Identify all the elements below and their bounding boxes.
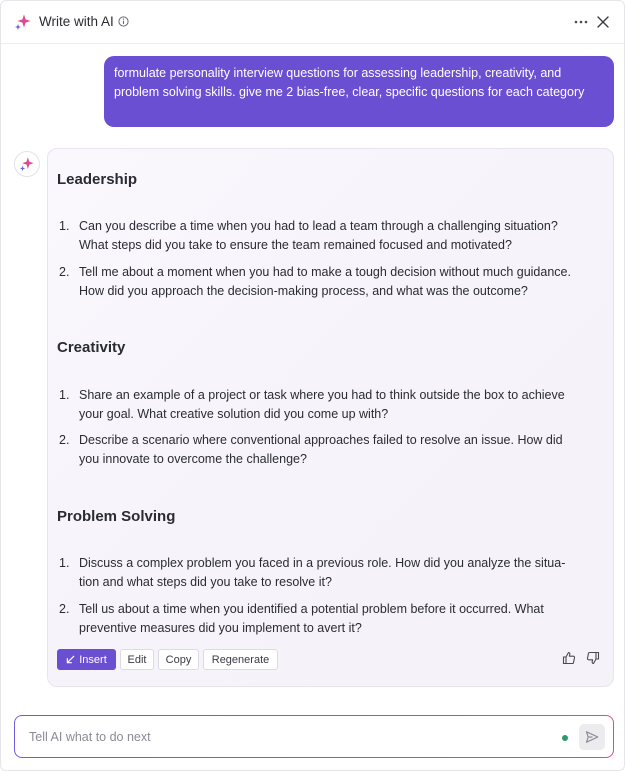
send-icon bbox=[585, 730, 599, 744]
question-number: 2. bbox=[59, 433, 70, 447]
section-title-creativity: Creativity bbox=[57, 339, 126, 356]
question-text: Tell us about a time when you identified a potential problem before it occurred. What preventive measures did you implement to avert it? bbox=[79, 602, 544, 635]
send-button[interactable] bbox=[579, 724, 605, 750]
section-title-problem-solving: Problem Solving bbox=[57, 508, 176, 525]
thumbs-down-icon[interactable] bbox=[586, 651, 600, 665]
sparkle-icon bbox=[14, 13, 32, 31]
question-text: Tell me about a moment when you had to make a tough decision without much guidance. How did you approach the decision-making process, and what was the outcome? bbox=[79, 265, 571, 298]
question-number: 2. bbox=[59, 265, 70, 279]
user-message-bubble: formulate personality interview questions for assessing leadership, creativity, and problem solving skills. give me 2 bias-free, clear, specific questions for each category bbox=[104, 56, 614, 127]
question-number: 2. bbox=[59, 602, 70, 616]
composer-inner bbox=[15, 716, 613, 757]
thumbs-up-icon[interactable] bbox=[562, 651, 576, 665]
question-number: 1. bbox=[59, 556, 70, 570]
question-text: Can you describe a time when you had to lead a team through a challenging situation? What steps did you take to ensure the team remained focused and motivated? bbox=[79, 219, 558, 252]
ai-avatar bbox=[14, 151, 40, 177]
prompt-input[interactable] bbox=[29, 727, 549, 747]
edit-button[interactable]: Edit bbox=[120, 649, 154, 670]
arrow-down-left-icon bbox=[66, 655, 75, 664]
question-text: Discuss a complex problem you faced in a previous role. How did you analyze the situa- tion and what steps did you take to resolve it? bbox=[79, 556, 566, 589]
question-number: 1. bbox=[59, 219, 70, 233]
insert-button[interactable] bbox=[57, 649, 116, 670]
panel-title: Write with AI bbox=[39, 14, 114, 29]
copy-button[interactable]: Copy bbox=[158, 649, 199, 670]
status-dot bbox=[562, 735, 568, 741]
sparkle-icon bbox=[19, 156, 35, 172]
close-icon[interactable] bbox=[596, 15, 610, 29]
regenerate-button[interactable]: Regenerate bbox=[203, 649, 278, 670]
panel-header bbox=[1, 1, 624, 44]
section-title-leadership: Leadership bbox=[57, 171, 138, 188]
question-text: Describe a scenario where conventional approaches failed to resolve an issue. How did you innovate to overcome the challenge? bbox=[79, 433, 563, 466]
more-horizontal-icon[interactable] bbox=[573, 15, 589, 29]
question-text: Share an example of a project or task where you had to think outside the box to achieve your goal. What creative solution did you come up with? bbox=[79, 388, 565, 421]
question-number: 1. bbox=[59, 388, 70, 402]
ai-response-card bbox=[47, 148, 614, 687]
composer bbox=[14, 715, 614, 758]
info-icon[interactable] bbox=[118, 16, 129, 27]
insert-button-label: Insert bbox=[79, 653, 107, 666]
